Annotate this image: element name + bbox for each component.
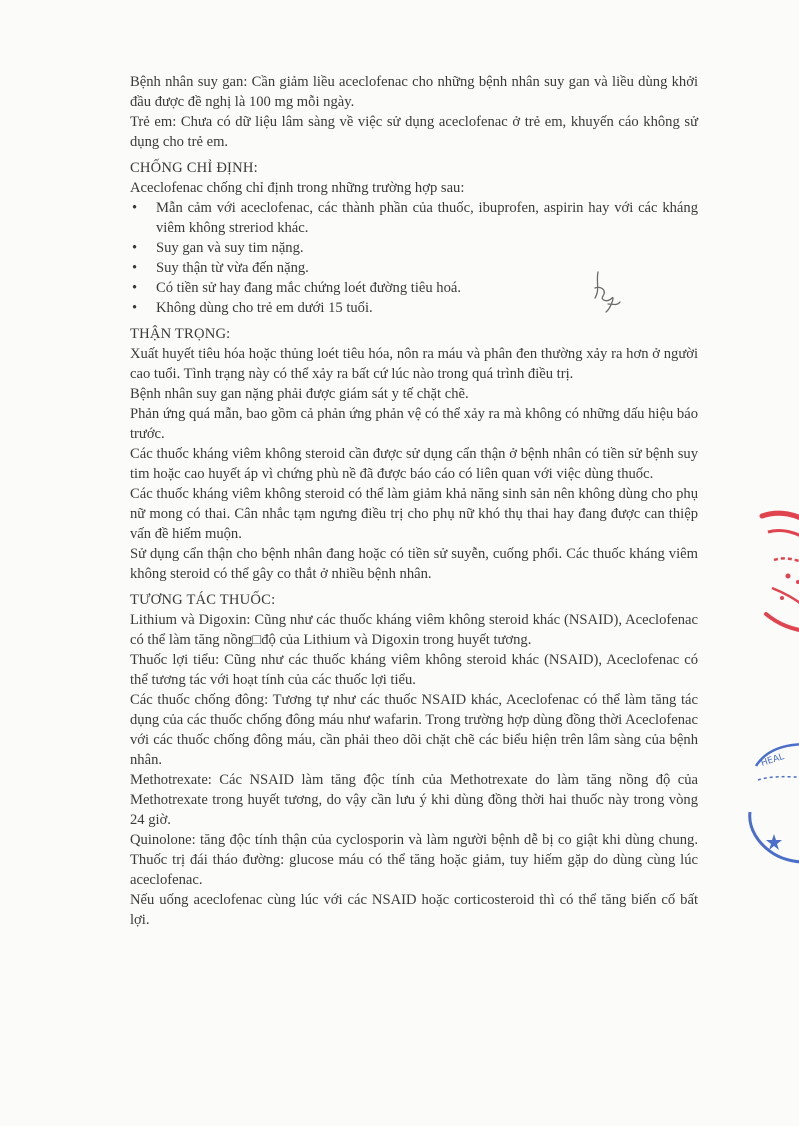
- paragraph: Lithium và Digoxin: Cũng như các thuốc kháng viêm không steroid khác (NSAID), Aceclofenac có thể làm tăng nồng□độ của Lithium và Digoxin trong huyết tương.: [130, 612, 698, 648]
- bullet-mark: •: [132, 240, 138, 256]
- red-stamp-icon: [752, 502, 799, 642]
- list-item: • Mẫn cảm với aceclofenac, các thành phần của thuốc, ibuprofen, aspirin hay với các kháng viêm không streriod khác.: [132, 200, 698, 236]
- document-body: [130, 72, 698, 930]
- paragraph-liver: Bệnh nhân suy gan: Cần giảm liều aceclofenac cho những bệnh nhân suy gan và liều dùng khởi đầu được đề nghị là 100 mg mỗi ngày.: [130, 74, 698, 110]
- contraindications-lead: Aceclofenac chống chỉ định trong những trường hợp sau:: [130, 180, 465, 196]
- paragraph: Quinolone: tăng độc tính thận của cyclosporin và làm người bệnh dễ bị co giật khi dùng chung. Thuốc trị đái tháo đường: glucose máu có thể tăng hoặc giảm, tuy hiếm gặp do dùng cùng lúc aceclofenac.: [130, 832, 698, 888]
- bullet-mark: •: [132, 260, 138, 276]
- bullet-mark: •: [132, 200, 138, 216]
- paragraph-children: Trẻ em: Chưa có dữ liệu lâm sàng về việc sử dụng aceclofenac ở trẻ em, khuyến cáo không sử dụng cho trẻ em.: [130, 114, 698, 150]
- list-item: • Có tiền sử hay đang mắc chứng loét đường tiêu hoá.: [132, 280, 462, 296]
- paragraph: Sử dụng cẩn thận cho bệnh nhân đang hoặc có tiền sử suyễn, cuống phổi. Các thuốc kháng viêm không steroid có thể gây co thắt ở nhiều bệnh nhân.: [130, 546, 698, 582]
- stamp-text: HEAL: [759, 752, 786, 769]
- paragraph: Các thuốc kháng viêm không steroid cần được sử dụng cẩn thận ở bệnh nhân có tiền sử bệnh suy tim hoặc cao huyết áp vì chứng phù nề đã được báo cáo có liên quan với việc dùng thuốc.: [130, 446, 698, 482]
- heading-precautions: THẬN TRỌNG:: [130, 326, 231, 342]
- heading-interactions: TƯƠNG TÁC THUỐC:: [130, 592, 276, 608]
- bullet-mark: •: [132, 280, 138, 296]
- signature-icon: [586, 268, 626, 316]
- blue-stamp-icon: [744, 804, 799, 868]
- paragraph: Nếu uống aceclofenac cùng lúc với các NSAID hoặc corticosteroid thì có thể tăng biến cố bất lợi.: [130, 892, 698, 928]
- heading-contraindications: CHỐNG CHỈ ĐỊNH:: [130, 160, 258, 176]
- paragraph: Bệnh nhân suy gan nặng phải được giám sát y tế chặt chẽ.: [130, 386, 469, 402]
- list-item: • Suy gan và suy tim nặng.: [132, 240, 304, 256]
- paragraph: Thuốc lợi tiểu: Cũng như các thuốc kháng viêm không steroid khác (NSAID), Aceclofenac có thể tương tác với hoạt tính của các thuốc lợi tiểu.: [130, 652, 698, 688]
- list-item: • Không dùng cho trẻ em dưới 15 tuổi.: [132, 300, 373, 316]
- list-item: • Suy thận từ vừa đến nặng.: [132, 260, 309, 276]
- paragraph: Các thuốc kháng viêm không steroid có thể làm giảm khả năng sinh sản nên không dùng cho phụ nữ mong có thai. Cân nhắc tạm ngưng điều trị cho phụ nữ khó thụ thai hay đang được can thiệp vấn đề hiếm muộn.: [130, 486, 698, 542]
- paragraph: Methotrexate: Các NSAID làm tăng độc tính của Methotrexate do làm tăng nồng độ của Methotrexate trong huyết tương, do vậy cần lưu ý khi dùng đồng thời hai thuốc này trong vòng 24 giờ.: [130, 772, 698, 828]
- blue-stamp-icon: [748, 736, 799, 792]
- paragraph: Các thuốc chống đông: Tương tự như các thuốc NSAID khác, Aceclofenac có thể làm tăng tác dụng của các thuốc chống đông máu như wafarin. Trong trường hợp dùng đồng thời Aceclofenac với các thuốc chống đông máu, cần phải theo dõi chặt chẽ các biểu hiện trên lâm sàng của bệnh nhân.: [130, 692, 698, 768]
- bullet-mark: •: [132, 300, 138, 316]
- paragraph: Phản ứng quá mẫn, bao gồm cả phản ứng phản vệ có thể xảy ra mà không có những dấu hiệu báo trước.: [130, 406, 698, 442]
- paragraph: Xuất huyết tiêu hóa hoặc thủng loét tiêu hóa, nôn ra máu và phân đen thường xảy ra hơn ở người cao tuổi. Tình trạng này có thể xảy ra bất cứ lúc nào trong quá trình điều trị.: [130, 346, 698, 382]
